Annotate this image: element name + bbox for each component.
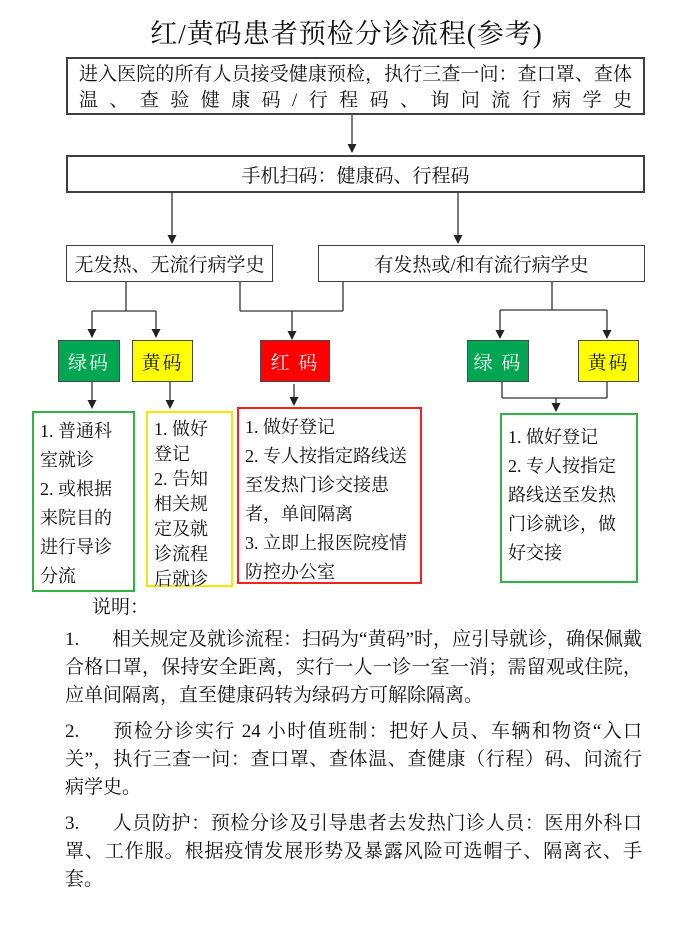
entry-check-box: [66, 57, 645, 115]
note-item-2: [65, 718, 642, 802]
yellow-code-tag-right: [578, 340, 639, 382]
entry-check-text: 进入医院的所有人员接受健康预检，执行三查一问：查口罩、查体温、查验健康码/行程码、询问流行病学史: [79, 64, 632, 111]
no-fever-condition-box: [66, 245, 273, 282]
outcome-box-green-left: [32, 411, 135, 592]
outcome-item: 1. 做好登记: [245, 417, 335, 437]
red-code-tag: [260, 340, 330, 382]
page-title: 红/黄码患者预检分诊流程(参考): [150, 19, 543, 49]
note-number: 2.: [65, 721, 80, 742]
fever-condition-box: [318, 245, 645, 282]
green-code-label-left: 绿码: [67, 352, 110, 374]
green-code-tag-left: [58, 340, 120, 382]
note-item-1: [65, 626, 642, 710]
outcome-item: 2. 专人按指定路线送至发热门诊交接患者，单间隔离: [245, 446, 407, 524]
fever-text: 有发热或/和有流行病学史: [374, 255, 589, 276]
outcome-item: 2. 告知相关规定及就诊流程后就诊: [154, 469, 208, 589]
note-text: 相关规定及就诊流程：扫码为“黄码”时，应引导就诊，确保佩戴合格口罩，保持安全距离，实行一人一诊一室一消；需留观或住院，应单间隔离，直至健康码转为绿码方可解除隔离。: [65, 629, 642, 706]
outcome-item: 2. 专人按指定路线送至发热门诊就诊，做好交接: [508, 456, 616, 563]
outcome-box-red: [237, 407, 422, 584]
yellow-code-tag-left: [132, 340, 193, 382]
yellow-code-label-right: 黄码: [587, 352, 630, 374]
notes-label: 说明：: [92, 597, 150, 618]
green-code-tag-right: [467, 340, 529, 382]
notes-section: [65, 626, 642, 902]
red-code-label: 红 码: [270, 352, 320, 374]
outcome-item: 1. 做好登记: [508, 427, 598, 447]
scan-code-text: 手机扫码：健康码、行程码: [241, 165, 470, 187]
outcome-item: 1. 做好登记: [154, 419, 208, 464]
outcome-item: 3. 立即上报医院疫情防控办公室: [245, 533, 407, 582]
scan-code-box: [66, 155, 645, 193]
outcome-item: 2. 或根据来院目的进行导诊分流: [40, 479, 112, 586]
yellow-code-label-left: 黄码: [141, 352, 184, 374]
no-fever-text: 无发热、无流行病学史: [74, 255, 265, 276]
note-item-3: [65, 810, 642, 894]
green-code-label-right: 绿 码: [473, 352, 523, 374]
note-text: 人员防护：预检分诊及引导患者去发热门诊人员：医用外科口罩、工作服。根据疫情发展形势及暴露风险可选帽子、隔离衣、手套。: [65, 813, 642, 890]
outcome-item: 1. 普通科室就诊: [40, 421, 112, 470]
outcome-box-yellow-left: [146, 411, 233, 587]
note-text: 预检分诊实行 24 小时值班制：把好人员、车辆和物资“入口关”，执行三查一问：查口罩、查体温、查健康（行程）码、问流行病学史。: [65, 721, 642, 798]
note-number: 3.: [65, 813, 80, 834]
outcome-box-green-right: [500, 413, 638, 583]
note-number: 1.: [65, 629, 80, 650]
